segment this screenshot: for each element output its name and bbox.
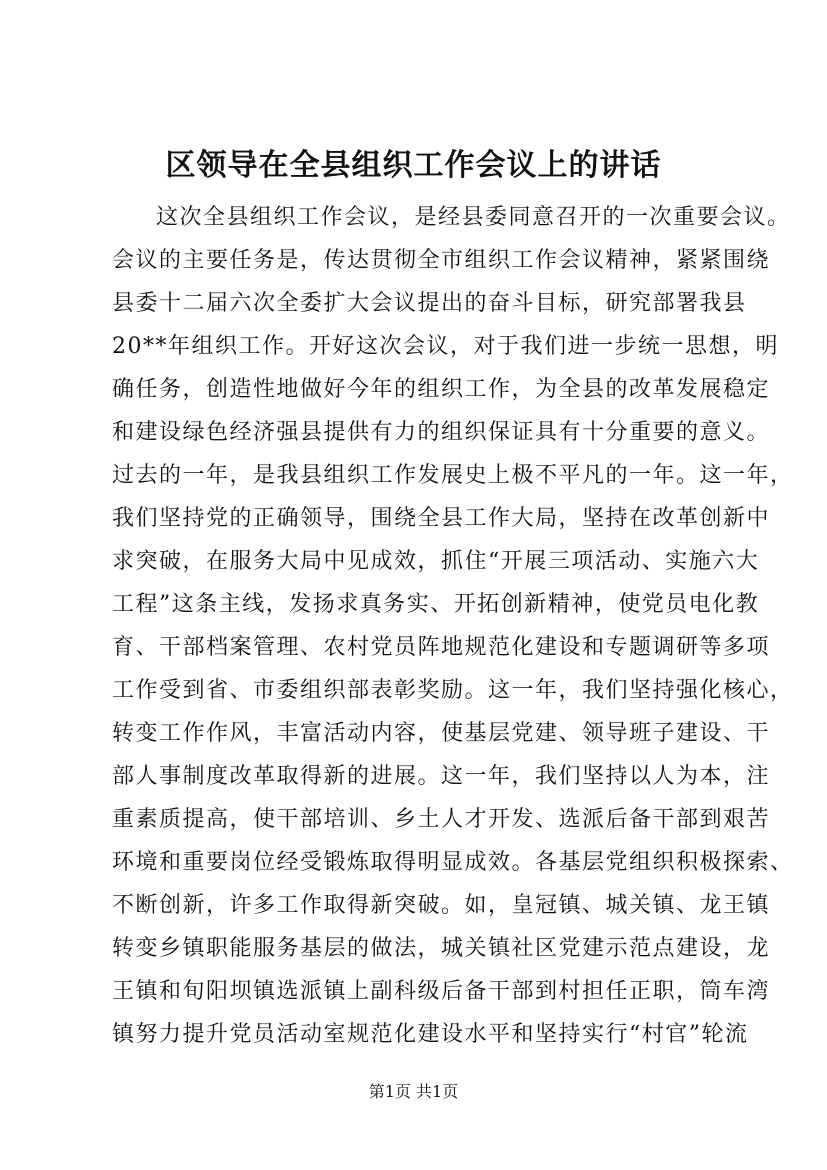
text-line: 镇努力提升党员活动室规范化建设水平和坚持实行“村官”轮流 — [112, 1022, 749, 1047]
document-title: 区领导在全县组织工作会议上的讲话 — [165, 148, 662, 183]
text-line: 转变工作作风，丰富活动内容，使基层党建、领导班子建设、干 — [112, 721, 771, 746]
text-line: 我们坚持党的正确领导，围绕全县工作大局，坚持在改革创新中 — [112, 506, 771, 531]
text-line: 育、干部档案管理、农村党员阵地规范化建设和专题调研等多项 — [112, 635, 771, 660]
text-line: 王镇和旬阳坝镇选派镇上副科级后备干部到村担任正职，筒车湾 — [112, 979, 771, 1004]
page-footer: 第1页 共1页 — [368, 1082, 459, 1101]
text-line: 会议的主要任务是，传达贯彻全市组织工作会议精神，紧紧围绕 — [112, 248, 771, 273]
document-body — [112, 196, 794, 1056]
text-line: 转变乡镇职能服务基层的做法，城关镇社区党建示范点建设，龙 — [112, 936, 771, 961]
text-line: 和建设绿色经济强县提供有力的组织保证具有十分重要的意义。 — [112, 420, 771, 445]
text-line: 20**年组织工作。开好这次会议，对于我们进一步统一思想，明 — [112, 334, 779, 359]
text-line: 这次全县组织工作会议，是经县委同意召开的一次重要会议。 — [156, 205, 791, 230]
text-line: 工程”这条主线，发扬求真务实、开拓创新精神，使党员电化教 — [112, 592, 760, 617]
text-line: 部人事制度改革取得新的进展。这一年，我们坚持以人为本，注 — [112, 764, 771, 789]
text-line: 过去的一年，是我县组织工作发展史上极不平凡的一年。这一年， — [112, 463, 794, 488]
text-line: 工作受到省、市委组织部表彰奖励。这一年，我们坚持强化核心， — [112, 678, 794, 703]
text-line: 环境和重要岗位经受锻炼取得明显成效。各基层党组织积极探索、 — [112, 850, 794, 875]
text-line: 重素质提高，使干部培训、乡土人才开发、选派后备干部到艰苦 — [112, 807, 771, 832]
text-line: 不断创新，许多工作取得新突破。如，皇冠镇、城关镇、龙王镇 — [112, 893, 771, 918]
text-line: 县委十二届六次全委扩大会议提出的奋斗目标，研究部署我县 — [112, 291, 747, 316]
text-line: 确任务，创造性地做好今年的组织工作，为全县的改革发展稳定 — [112, 377, 771, 402]
text-line: 求突破，在服务大局中见成效，抓住“开展三项活动、实施六大 — [112, 549, 760, 574]
